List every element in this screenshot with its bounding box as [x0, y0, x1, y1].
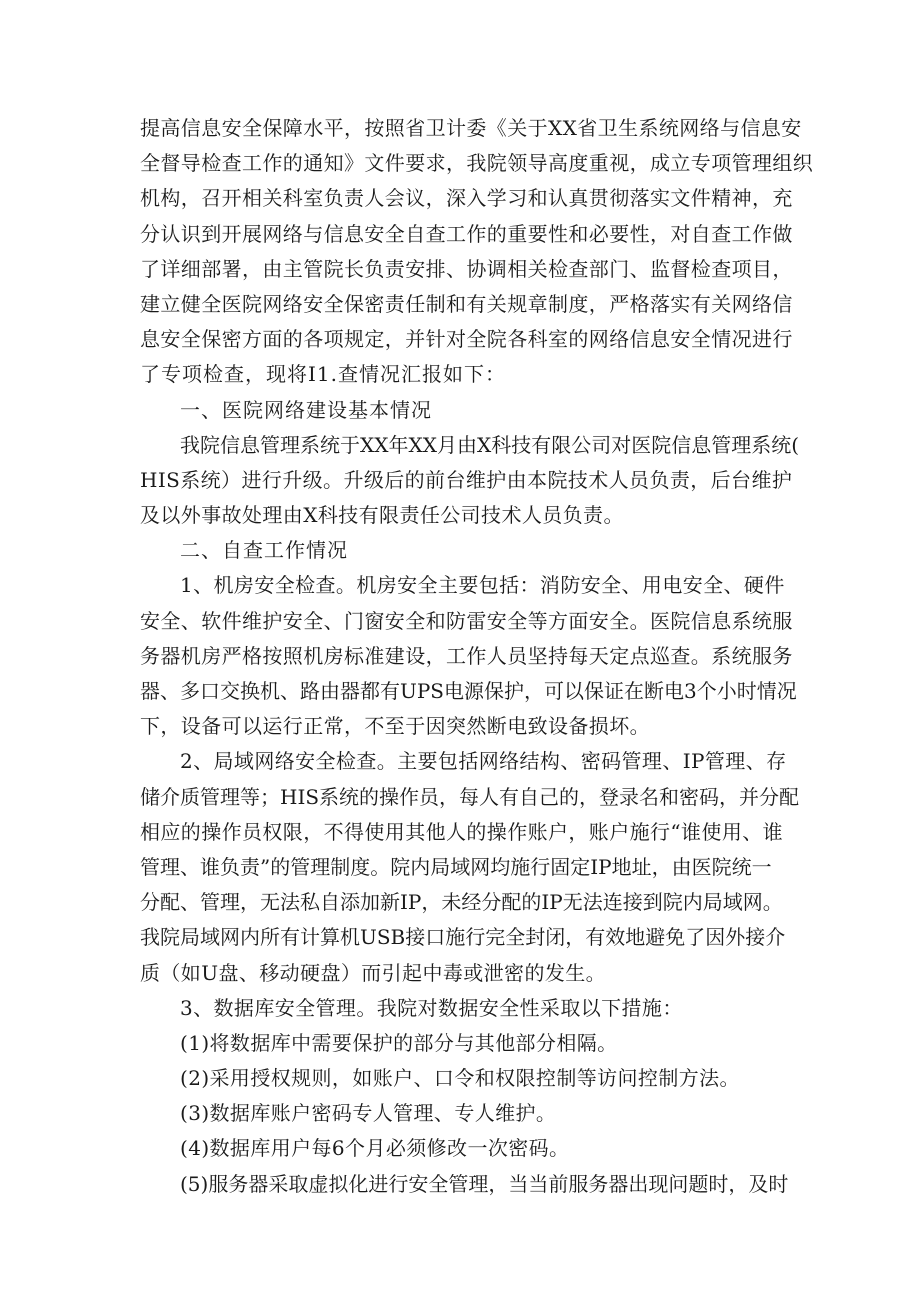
paragraph-line: 了专项检查，现将I1.查情况汇报如下：: [140, 362, 506, 387]
paragraph-line: 提高信息安全保障水平，按照省卫计委《关于XX省卫生系统网络与信息安: [140, 116, 802, 140]
paragraph-line: 相应的操作员权限，不得使用其他人的操作账户，账户施行“谁使用、谁: [140, 819, 784, 844]
paragraph-line: 务器机房严格按照机房标准建设，工作人员坚持每天定点巡查。系统服务: [140, 643, 793, 668]
list-item: (5)服务器采取虚拟化进行安全管理，当当前服务器出现问题时，及时: [180, 1171, 789, 1196]
paragraph-line: 建立健全医院网络安全保密责任制和有关规章制度，严格落实有关网络信: [140, 291, 793, 316]
paragraph-line: 及以外事故处理由X科技有限责任公司技术人员负责。: [140, 503, 624, 528]
paragraph-line: 分认识到开展网络与信息安全自查工作的重要性和必要性，对自查工作做: [140, 221, 793, 246]
paragraph-line: 我院信息管理系统于XX年XX月由X科技有限公司对医院信息管理系统(: [180, 432, 799, 457]
paragraph-line: 分配、管理，无法私自添加新IP，未经分配的IP无法连接到院内局域网。: [140, 890, 783, 915]
document-body: [140, 111, 814, 1202]
paragraph-line: 安全、软件维护安全、门窗安全和防雷安全等方面安全。医院信息系统服: [140, 608, 793, 633]
list-item: (4)数据库用户每6个月必须修改一次密码。: [180, 1136, 570, 1161]
list-item: (3)数据库账户密码专人管理、专人维护。: [180, 1101, 557, 1126]
paragraph-line: 息安全保密方面的各项规定，并针对全院各科室的网络信息安全情况进行: [140, 327, 793, 352]
paragraph-line: 机构，召开相关科室负责人会议，深入学习和认真贯彻落实文件精神，充: [140, 186, 793, 211]
list-item: (2)采用授权规则，如账户、口令和权限控制等访问控制方法。: [180, 1066, 740, 1091]
paragraph-line: HIS系统）进行升级。升级后的前台维护由本院技术人员负责，后台维护: [140, 467, 793, 492]
paragraph-line: 质（如U盘、移动硬盘）而引起中毒或泄密的发生。: [140, 960, 607, 985]
paragraph-line: 器、多口交换机、路由器都有UPS电源保护，可以保证在断电3个小时情况: [140, 679, 797, 703]
paragraph-line: 3、数据库安全管理。我院对数据安全性采取以下措施：: [180, 995, 683, 1020]
paragraph-line: 2、局域网络安全检查。主要包括网络结构、密码管理、IP管理、存: [180, 749, 787, 774]
paragraph-line: 1、机房安全检查。机房安全主要包括：消防安全、用电安全、硬件: [180, 573, 785, 598]
paragraph-line: 下，设备可以运行正常，不至于因突然断电致设备损坏。: [140, 714, 650, 739]
list-item: (1)将数据库中需要保护的部分与其他部分相隔。: [180, 1030, 618, 1055]
section-heading: 二、自查工作情况: [180, 538, 348, 563]
section-heading: 一、医院网络建设基本情况: [180, 397, 432, 422]
paragraph-line: 管理、谁负责”的管理制度。院内局域网均施行固定IP地址，由医院统一: [140, 854, 772, 879]
paragraph-line: 了详细部署，由主管院长负责安排、协调相关检查部门、监督检查项目，: [140, 256, 793, 281]
paragraph-line: 全督导检查工作的通知》文件要求，我院领导高度重视，成立专项管理组织: [140, 151, 814, 176]
paragraph-line: 我院局域网内所有计算机USB接口施行完全封闭，有效地避免了因外接介: [140, 925, 786, 950]
paragraph-line: 储介质管理等；HIS系统的操作员，每人有自己的，登录名和密码，并分配: [140, 784, 800, 809]
